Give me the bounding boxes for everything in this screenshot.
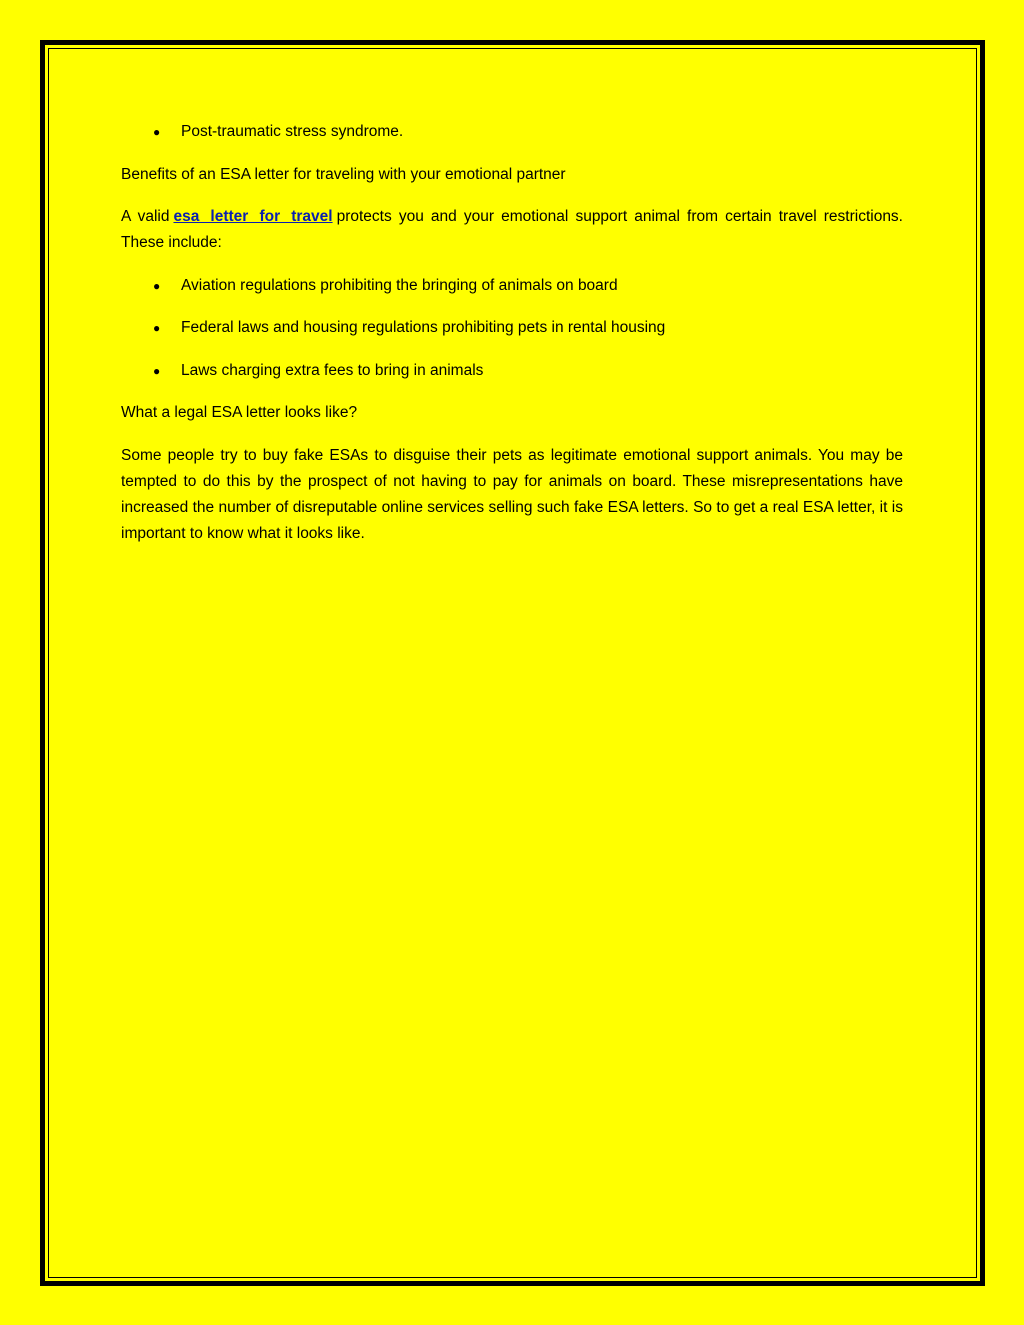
bullet-list-restrictions	[121, 273, 903, 384]
list-item	[121, 119, 903, 145]
bullet-icon: ●	[153, 321, 161, 335]
bullet-icon: ●	[153, 363, 161, 378]
list-item-text: Federal laws and housing regulations prohibiting pets in rental housing	[181, 319, 666, 336]
closing-paragraph: Some people try to buy fake ESAs to disguise their pets as legitimate emotional support animals. You may be tempted to do this by the prospect of not having to pay for animals on board. These misrepresentations have increased the number of disreputable online services selling such fake ESA letters. So to get a real ESA letter, it is important to know what it looks like.	[121, 446, 903, 542]
list-item-text: Laws charging extra fees to bring in animals	[181, 361, 484, 379]
list-item	[121, 273, 903, 299]
list-item-text: Post-traumatic stress syndrome.	[181, 123, 404, 140]
heading-benefits: Benefits of an ESA letter for traveling with your emotional partner	[121, 165, 566, 183]
bullet-icon: ●	[153, 278, 161, 293]
list-item-text: Aviation regulations prohibiting the bringing of animals on board	[181, 276, 618, 294]
bullet-list-top	[121, 119, 903, 145]
bullet-icon: ●	[153, 125, 161, 139]
intro-paragraph	[121, 204, 903, 256]
intro-after-link: protects you and your emotional support animal from certain travel restrictions. These include:	[121, 208, 903, 251]
esa-letter-link[interactable]: esa letter for travel	[173, 208, 333, 225]
heading-legal: What a legal ESA letter looks like?	[121, 404, 358, 421]
intro-before-link: A valid	[121, 208, 170, 225]
list-item	[121, 358, 903, 384]
list-item	[121, 315, 903, 341]
document-body	[121, 119, 903, 563]
